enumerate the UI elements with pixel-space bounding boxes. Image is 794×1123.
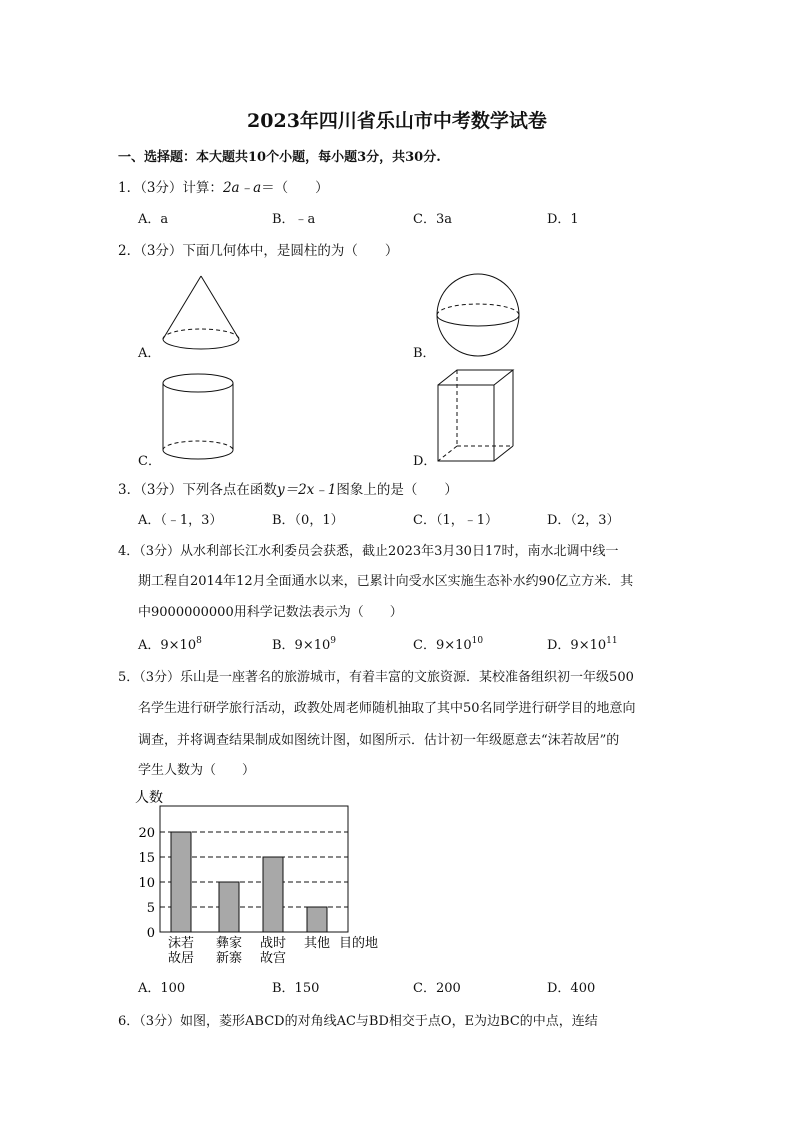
q3-option-c: C．（1，﹣1） — [413, 513, 498, 528]
q5-option-d: D．400 — [547, 981, 596, 996]
x-category-label: 故宫 — [259, 951, 287, 966]
page-title: 2023年四川省乐山市中考数学试卷 — [247, 110, 547, 132]
chart-xlabel: 目的地 — [339, 936, 379, 951]
x-category-label: 彝家 — [215, 936, 243, 951]
q5-option-b: B．150 — [272, 981, 320, 996]
q3-option-d: D．（2，3） — [547, 513, 620, 528]
cone-figure — [160, 274, 242, 358]
bar — [263, 857, 283, 932]
x-category-label: 沫若 — [167, 936, 195, 951]
section-heading: 一、选择题：本大题共10个小题，每小题3分，共30分. — [118, 150, 441, 165]
q4-option-d-base: D．9×10 — [547, 638, 607, 653]
q4-option-a-base: A．9×10 — [138, 638, 197, 653]
bar-chart — [125, 782, 390, 972]
cuboid-figure — [436, 368, 516, 464]
q4-option-a-exp: 8 — [196, 636, 202, 646]
x-category-label: 战时 — [259, 936, 287, 951]
q3-stem-suffix: 图象上的是（ ） — [336, 482, 458, 498]
q2-label-c: C． — [138, 454, 161, 469]
q4-option-b-base: B．9×10 — [272, 638, 331, 653]
q4-option-a — [138, 634, 202, 653]
q3-stem-prefix: 3．（3分）下列各点在函数 — [118, 482, 277, 498]
q1-option-a: A．a — [138, 212, 169, 227]
q4-option-d — [547, 634, 618, 653]
question-2: 2．（3分）下面几何体中，是圆柱的为（ ） — [118, 243, 399, 259]
q2-label-d: D． — [413, 454, 437, 469]
x-category-label: 新寨 — [215, 951, 243, 966]
x-category-label: 其他 — [303, 936, 331, 951]
q2-label-a: A． — [138, 346, 161, 361]
q4-option-b-exp: 9 — [330, 636, 336, 646]
q4-option-c — [413, 634, 483, 653]
question-5-line-4: 学生人数为（ ） — [138, 763, 256, 778]
y-tick-label: 0 — [146, 926, 155, 941]
x-category-label: 故居 — [167, 951, 195, 966]
y-tick-label: 10 — [138, 876, 155, 891]
q3-stem-expr: y＝2x﹣1 — [276, 482, 337, 498]
y-tick-label: 15 — [138, 851, 155, 866]
bar — [219, 882, 239, 932]
chart-ylabel: 人数 — [135, 790, 163, 806]
question-3 — [118, 478, 458, 498]
q5-option-c: C．200 — [413, 981, 461, 996]
q4-option-b — [272, 634, 336, 653]
q3-option-a: A．（﹣1，3） — [138, 513, 223, 528]
q1-option-c: C．3a — [413, 212, 452, 227]
bar — [307, 907, 327, 932]
question-4-line-2: 期工程自2014年12月全面通水以来，已累计向受水区实施生态补水约90亿立方米．其 — [138, 574, 634, 589]
q1-stem-expr: 2a﹣a — [222, 180, 262, 196]
question-5-line-3: 调查，并将调查结果制成如图统计图，如图所示．估计初一年级愿意去“沫若故居”的 — [138, 733, 620, 748]
q5-option-a: A．100 — [138, 981, 186, 996]
q2-label-b: B． — [413, 346, 436, 361]
q3-option-b: B．（0，1） — [272, 513, 344, 528]
chart-x-labels — [168, 935, 330, 966]
y-tick-label: 5 — [146, 901, 155, 916]
sphere-figure — [435, 272, 521, 358]
q4-option-c-base: C．9×10 — [413, 638, 472, 653]
question-6: 6．（3分）如图，菱形ABCD的对角线AC与BD相交于点O，E为边BC的中点，连结 — [118, 1014, 598, 1029]
chart-y-ticks — [138, 826, 155, 941]
q1-stem-suffix: ＝（ ） — [261, 180, 329, 196]
question-1 — [118, 176, 329, 196]
q4-option-c-exp: 10 — [471, 636, 484, 646]
q1-option-d: D．1 — [547, 212, 579, 227]
cylinder-figure — [160, 372, 240, 464]
question-5-line-2: 名学生进行研学旅行活动，政教处周老师随机抽取了其中50名同学进行研学目的地意向 — [138, 701, 636, 716]
bar — [171, 832, 191, 932]
question-4-line-1: 4．（3分）从水利部长江水利委员会获悉，截止2023年3月30日17时，南水北调中线一 — [118, 544, 619, 559]
question-5-line-1: 5．（3分）乐山是一座著名的旅游城市，有着丰富的文旅资源．某校准备组织初一年级500 — [118, 670, 634, 685]
q1-option-b: B．﹣a — [272, 212, 316, 227]
y-tick-label: 20 — [138, 826, 155, 841]
q1-stem-prefix: 1．（3分）计算： — [118, 180, 223, 196]
question-4-line-3: 中9000000000用科学记数法表示为（ ） — [138, 605, 403, 620]
q4-option-d-exp: 11 — [606, 636, 618, 646]
